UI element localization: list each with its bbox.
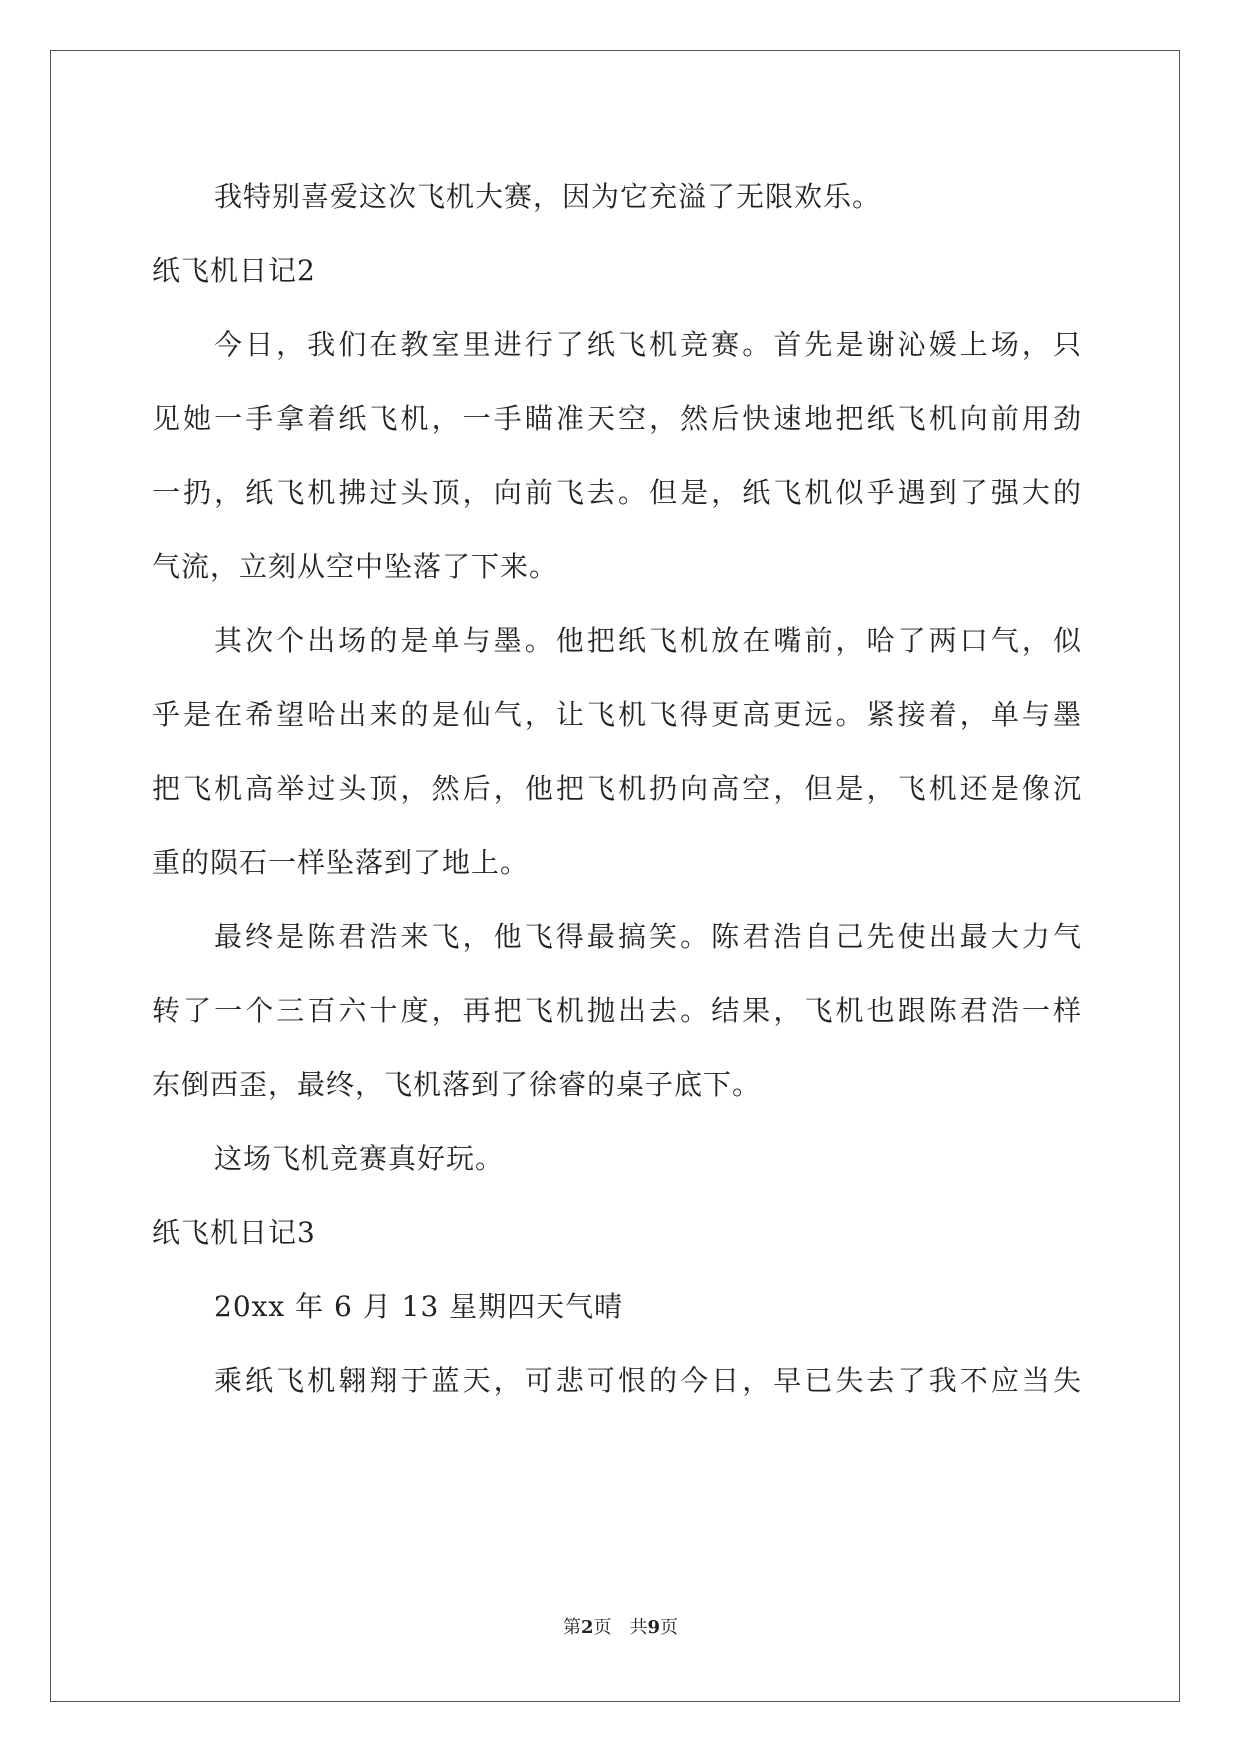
- page-number: 2: [580, 1617, 594, 1638]
- paragraph-line: 最终是陈君浩来飞，他飞得最搞笑。陈君浩自己先使出最大力气: [214, 920, 1082, 953]
- footer-prefix: 第: [562, 1617, 581, 1638]
- page-footer: [0, 1613, 1241, 1639]
- paragraph-line: 气流，立刻从空中坠落了下来。: [152, 550, 559, 583]
- paragraph-line: 东倒西歪，最终，飞机落到了徐睿的桌子底下。: [152, 1068, 762, 1101]
- paragraph-line: 转了一个三百六十度，再把飞机抛出去。结果，飞机也跟陈君浩一样: [152, 994, 1082, 1027]
- section-heading: 纸飞机日记2: [152, 254, 316, 287]
- paragraph-line: 见她一手拿着纸飞机，一手瞄准天空，然后快速地把纸飞机向前用劲: [152, 402, 1082, 435]
- paragraph-line: 乎是在希望哈出来的是仙气，让飞机飞得更高更远。紧接着，单与墨: [152, 698, 1082, 731]
- paragraph-line: 这场飞机竞赛真好玩。: [214, 1142, 505, 1175]
- paragraph-line: 我特别喜爱这次飞机大赛，因为它充溢了无限欢乐。: [214, 180, 882, 213]
- footer-suffix: 页: [660, 1617, 679, 1638]
- section-heading: 纸飞机日记3: [152, 1216, 316, 1249]
- total-pages: 9: [647, 1617, 661, 1638]
- document-body: [152, 160, 1082, 1418]
- paragraph-line: 乘纸飞机翱翔于蓝天，可悲可恨的今日，早已失去了我不应当失: [214, 1364, 1082, 1397]
- paragraph-line: 今日，我们在教室里进行了纸飞机竞赛。首先是谢沁媛上场，只: [214, 328, 1082, 361]
- paragraph-line: 一扔，纸飞机拂过头顶，向前飞去。但是，纸飞机似乎遇到了强大的: [152, 476, 1082, 509]
- paragraph-line: 重的陨石一样坠落到了地上。: [152, 846, 530, 879]
- paragraph-line: 把飞机高举过头顶，然后，他把飞机扔向高空，但是，飞机还是像沉: [152, 772, 1082, 805]
- footer-mid: 页 共: [593, 1617, 648, 1638]
- paragraph-line: 其次个出场的是单与墨。他把纸飞机放在嘴前，哈了两口气，似: [214, 624, 1082, 657]
- date-line: 20xx 年 6 月 13 星期四天气晴: [214, 1290, 624, 1323]
